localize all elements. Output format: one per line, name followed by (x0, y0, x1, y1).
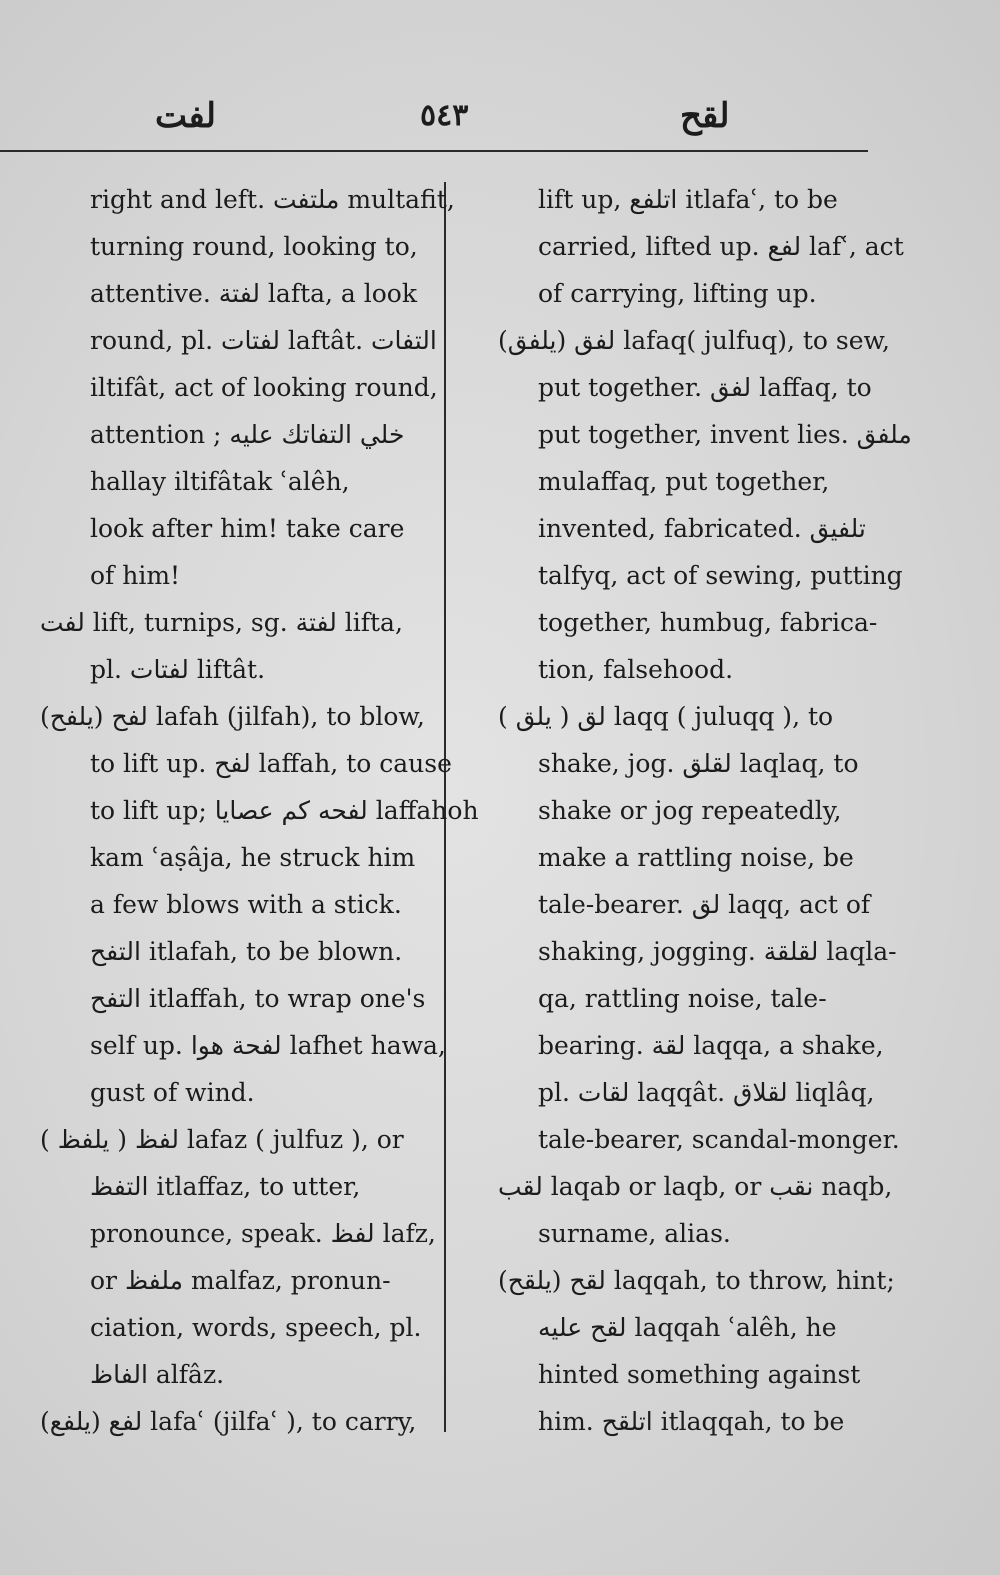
text-line: tale-bearer, scandal-monger. (538, 1125, 900, 1154)
text-line: لقح عليه laqqah ʿalêh, he (538, 1313, 837, 1342)
text-line: pl. لقات laqqât. لقلاق liqlâq, (538, 1078, 875, 1107)
text-line: shaking, jogging. لقلقة laqla- (538, 937, 897, 966)
left-column (40, 176, 479, 1445)
text-line: of carrying, lifting up. (538, 279, 817, 308)
entry-line: لقح (يلقح) laqqah, to throw, hint; (498, 1266, 895, 1295)
text-line: التفح itlaffah, to wrap one's (90, 984, 426, 1013)
text-line: make a rattling noise, be (538, 843, 854, 872)
text-line: pl. لفتات liftât. (90, 655, 266, 684)
entry-line: لق ( يلق ) laqq ( juluqq ), to (498, 702, 834, 731)
page-number: ٥٤٣ (420, 98, 469, 133)
right-headword: لقح (680, 96, 730, 136)
text-line: put together, invent lies. ملفق (538, 420, 912, 449)
text-line: put together. لفق laffaq, to (538, 373, 872, 402)
entry-line: لفق (يلفق) lafaq( julfuq), to sew, (498, 326, 890, 355)
entry-line: لفح (يلفح) lafah (jilfah), to blow, (40, 702, 425, 731)
text-line: surname, alias. (538, 1219, 731, 1248)
text-line: carried, lifted up. لفع lafʿ, act (538, 232, 904, 261)
text-line: shake, jog. لقلق laqlaq, to (538, 749, 859, 778)
text-line: pronounce, speak. لفظ lafz, (90, 1219, 436, 1248)
text-line: bearing. لقة laqqa, a shake, (538, 1031, 884, 1060)
text-line: hinted something against (538, 1360, 861, 1389)
entry-line: لفظ ( يلفظ ) lafaz ( julfuz ), or (40, 1125, 404, 1154)
text-line: right and left. ملتفت multafit, (90, 185, 455, 214)
text-line: invented, fabricated. تلفيق (538, 514, 866, 543)
text-line: turning round, looking to, (90, 232, 418, 261)
text-line: self up. لفحة هوا lafhet hawa, (90, 1031, 446, 1060)
header-rule (0, 150, 868, 152)
text-line: tion, falsehood. (538, 655, 734, 684)
text-line: round, pl. لفتات laftât. التفات (90, 326, 437, 355)
right-column (498, 176, 912, 1445)
entry-line: لفع (يلفع) lafaʿ (jilfaʿ ), to carry, (40, 1407, 417, 1436)
text-line: iltifât, act of looking round, (90, 373, 438, 402)
text-line: gust of wind. (90, 1078, 255, 1107)
text-line: attention ; خلي التفاتك عليه (90, 420, 405, 449)
text-line: attentive. لفتة lafta, a look (90, 279, 418, 308)
text-line: lift up, اتلفع itlafaʿ, to be (538, 185, 838, 214)
text-line: التفح itlafah, to be blown. (90, 937, 403, 966)
text-line: الفاظ alfâz. (90, 1360, 225, 1389)
entry-line: لقب laqab or laqb, or نقب naqb, (498, 1172, 893, 1201)
text-line: of him! (90, 561, 181, 590)
text-line: to lift up. لفح laffah, to cause (90, 749, 452, 778)
text-line: mulaffaq, put together, (538, 467, 830, 496)
text-line: hallay iltifâtak ʿalêh, (90, 467, 350, 496)
text-line: التفظ itlaffaz, to utter, (90, 1172, 361, 1201)
page-header (0, 96, 1000, 146)
text-line: him. اتلقح itlaqqah, to be (538, 1407, 845, 1436)
text-line: ciation, words, speech, pl. (90, 1313, 422, 1342)
text-line: kam ʿaṣâja, he struck him (90, 843, 416, 872)
text-line: qa, rattling noise, tale- (538, 984, 827, 1013)
text-line: talfyq, act of sewing, putting (538, 561, 903, 590)
text-line: tale-bearer. لق laqq, act of (538, 890, 871, 919)
entry-line: لفت lift, turnips, sg. لفتة lifta, (40, 608, 403, 637)
text-line: together, humbug, fabrica- (538, 608, 878, 637)
text-line: look after him! take care (90, 514, 405, 543)
text-line: shake or jog repeatedly, (538, 796, 842, 825)
left-headword: لفت (155, 96, 216, 136)
text-line: or ملفظ malfaz, pronun- (90, 1266, 391, 1295)
text-line: to lift up; لفحه كم عصايا laffahoh (90, 796, 479, 825)
text-line: a few blows with a stick. (90, 890, 402, 919)
